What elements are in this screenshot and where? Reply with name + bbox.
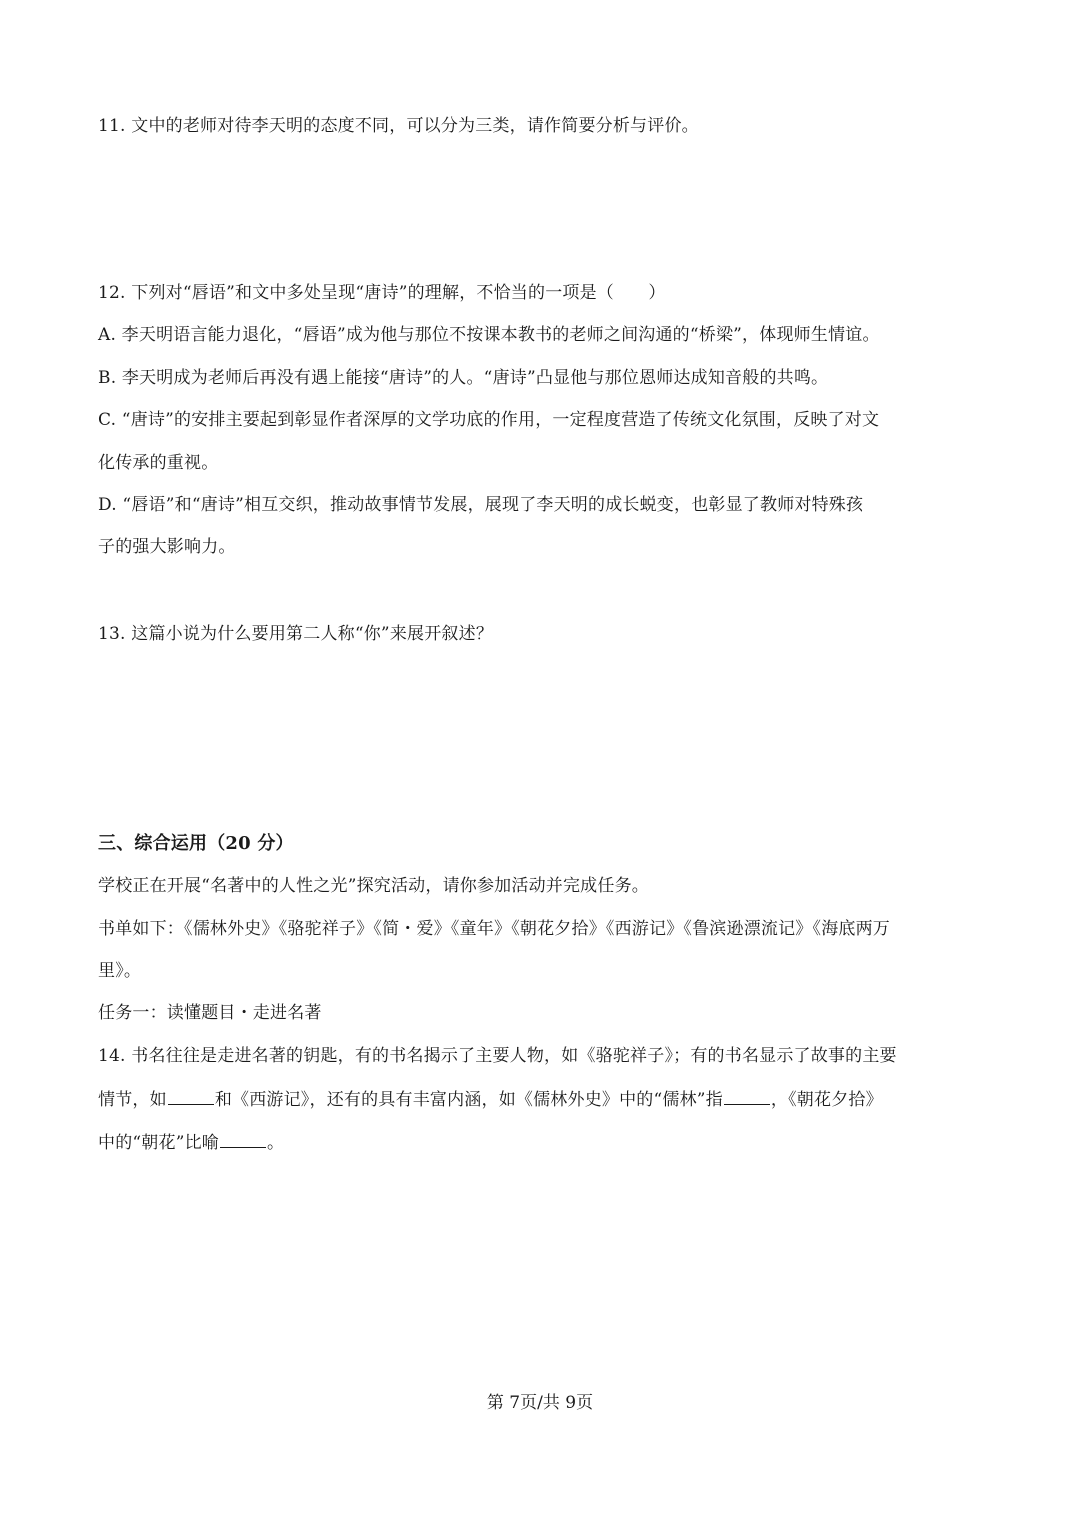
question-14-line1: 14. 书名往往是走进名著的钥匙，有的书名揭示了主要人物，如《骆驼祥子》；有的书名显示了故事的主要 bbox=[98, 1046, 897, 1066]
answer-blank-rulin-meaning[interactable] bbox=[724, 1086, 770, 1105]
question-14-line2 bbox=[98, 1086, 998, 1112]
q14-text-b: 和《西游记》，还有的具有丰富内涵，如《儒林外史》中的“儒林”指 bbox=[214, 1090, 723, 1110]
section-3-heading: 三、综合运用（20 分） bbox=[98, 833, 294, 854]
question-12-option-c-line2: 化传承的重视。 bbox=[98, 453, 219, 473]
booklist-line1: 书单如下：《儒林外史》《骆驼祥子》《简・爱》《童年》《朝花夕拾》《西游记》《鲁滨逊漂流记》《海底两万 bbox=[98, 919, 890, 939]
page-number: 第 7页/共 9页 bbox=[486, 1393, 594, 1413]
question-12-option-b: B. 李天明成为老师后再没有遇上能接“唐诗”的人。“唐诗”凸显他与那位恩师达成知音般的共鸣。 bbox=[98, 368, 829, 388]
question-12-option-d-line2: 子的强大影响力。 bbox=[98, 537, 236, 557]
question-12-stem: 12. 下列对“唇语”和文中多处呈现“唐诗”的理解，不恰当的一项是（ ） bbox=[98, 283, 666, 303]
booklist-line2: 里》。 bbox=[98, 961, 142, 981]
question-11: 11. 文中的老师对待李天明的态度不同，可以分为三类，请作简要分析与评价。 bbox=[98, 116, 699, 136]
task-1-title: 任务一：读懂题目・走进名著 bbox=[98, 1003, 322, 1023]
q14-text-c: ，《朝花夕拾》 bbox=[770, 1090, 883, 1110]
question-12-option-a: A. 李天明语言能力退化，“唇语”成为他与那位不按课本教书的老师之间沟通的“桥梁”，体现师生情谊。 bbox=[98, 325, 880, 345]
q14-text-a: 情节，如 bbox=[98, 1090, 167, 1110]
answer-blank-plot-book[interactable] bbox=[168, 1086, 214, 1105]
question-12-option-d-line1: D. “唇语”和“唐诗”相互交织，推动故事情节发展，展现了李天明的成长蜕变，也彰显了教师对特殊孩 bbox=[98, 495, 864, 515]
question-14-line3 bbox=[98, 1129, 998, 1155]
answer-blank-zhaohua-metaphor[interactable] bbox=[220, 1129, 266, 1148]
question-12-option-c-line1: C. “唐诗”的安排主要起到彰显作者深厚的文学功底的作用，一定程度营造了传统文化氛围，反映了对文 bbox=[98, 410, 880, 430]
q14-text-e: 。 bbox=[266, 1133, 285, 1153]
section-3-intro: 学校正在开展“名著中的人性之光”探究活动，请你参加活动并完成任务。 bbox=[98, 876, 649, 896]
question-13: 13. 这篇小说为什么要用第二人称“你”来展开叙述？ bbox=[98, 624, 494, 644]
q14-text-d: 中的“朝花”比喻 bbox=[98, 1133, 219, 1153]
